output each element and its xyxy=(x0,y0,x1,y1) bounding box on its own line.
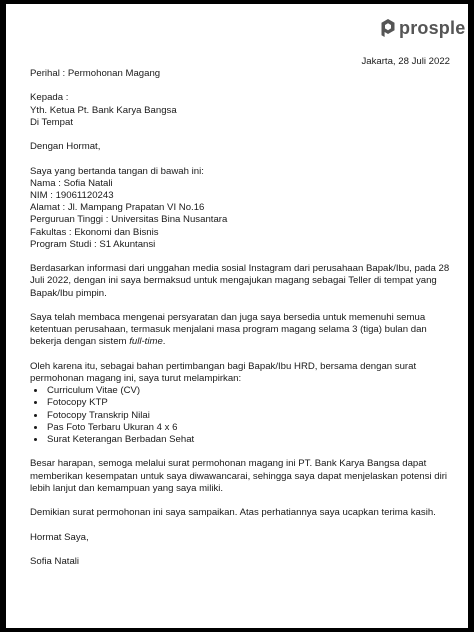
paragraph-requirements xyxy=(30,312,450,349)
signature-name: Sofia Natali xyxy=(30,555,80,567)
list-item: • Pas Foto Terbaru Ukuran 4 x 6 xyxy=(46,422,450,434)
list-item: • Surat Keterangan Berbadan Sehat xyxy=(46,434,450,446)
identity-line: NIM : 19061120243 xyxy=(30,189,114,201)
recipient-line: Yth. Ketua Pt. Bank Karya Bangsa xyxy=(30,104,177,116)
identity-line: Perguruan Tinggi : Universitas Bina Nusantara xyxy=(30,214,228,226)
brand-name: prosple xyxy=(399,17,466,38)
subject-line: Perihal : Permohonan Magang xyxy=(30,68,161,79)
requirements-emphasis: full-time xyxy=(129,336,163,348)
greeting: Dengan Hormat, xyxy=(30,141,101,153)
prosple-logo-icon xyxy=(380,18,396,38)
identity-line: Nama : Sofia Natali xyxy=(30,177,113,189)
letter-date: Jakarta, 28 Juli 2022 xyxy=(361,56,450,67)
paragraph-hope: Besar harapan, semoga melalui surat permohonan magang ini PT. Bank Karya Bangsa dapat memberikan kesempatan untuk saya diwawancarai, sehingga saya dapat menjelaskan potensi diri lebih lanjut dan kemampuan yang saya miliki. xyxy=(30,458,448,494)
requirements-end: . xyxy=(162,336,166,348)
identity-block xyxy=(30,178,450,251)
identity-line: Fakultas : Ekonomi dan Bisnis xyxy=(30,226,159,238)
recipient-line: Kepada : xyxy=(30,92,69,104)
recipient-block xyxy=(30,92,450,129)
paragraph-attachments-intro: Oleh karena itu, sebagai bahan pertimbangan bagi Bapak/Ibu HRD, bersama dengan surat permohonan magang ini, saya turut melampirkan: xyxy=(30,360,417,384)
letter-page xyxy=(6,4,468,628)
recipient-line: Di Tempat xyxy=(30,116,74,128)
identity-line: Program Studi : S1 Akuntansi xyxy=(30,238,156,250)
paragraph-purpose: Berdasarkan informasi dari unggahan media sosial Instagram dari perusahaan Bapak/Ibu, pada 28 Juli 2022, dengan ini saya bermaksud untuk mengajukan magang sebagai Teller di tempat yang Bapak/Ibu pimpin. xyxy=(30,263,450,299)
identity-line: Alamat : Jl. Mampang Prapatan VI No.16 xyxy=(30,202,205,214)
paragraph-closing: Demikian surat permohonan ini saya sampaikan. Atas perhatiannya saya ucapkan terima kasih. xyxy=(30,507,436,519)
letter-body xyxy=(30,68,450,568)
brand-logo xyxy=(380,18,465,38)
closing-salutation: Hormat Saya, xyxy=(30,531,89,543)
attachment-list xyxy=(30,385,450,446)
intro-line: Saya yang bertanda tangan di bawah ini: xyxy=(30,165,204,177)
requirements-text: Saya telah membaca mengenai persyaratan dan juga saya bersedia untuk memenuhi semua ketentuan perusahaan, termasuk menjalani masa program magang selama 3 (tiga) bulan dan bekerja dengan sistem xyxy=(30,311,427,348)
list-item: • Fotocopy KTP xyxy=(46,397,450,409)
list-item: • Curriculum Vitae (CV) xyxy=(46,385,450,397)
list-item: • Fotocopy Transkrip Nilai xyxy=(46,410,450,422)
